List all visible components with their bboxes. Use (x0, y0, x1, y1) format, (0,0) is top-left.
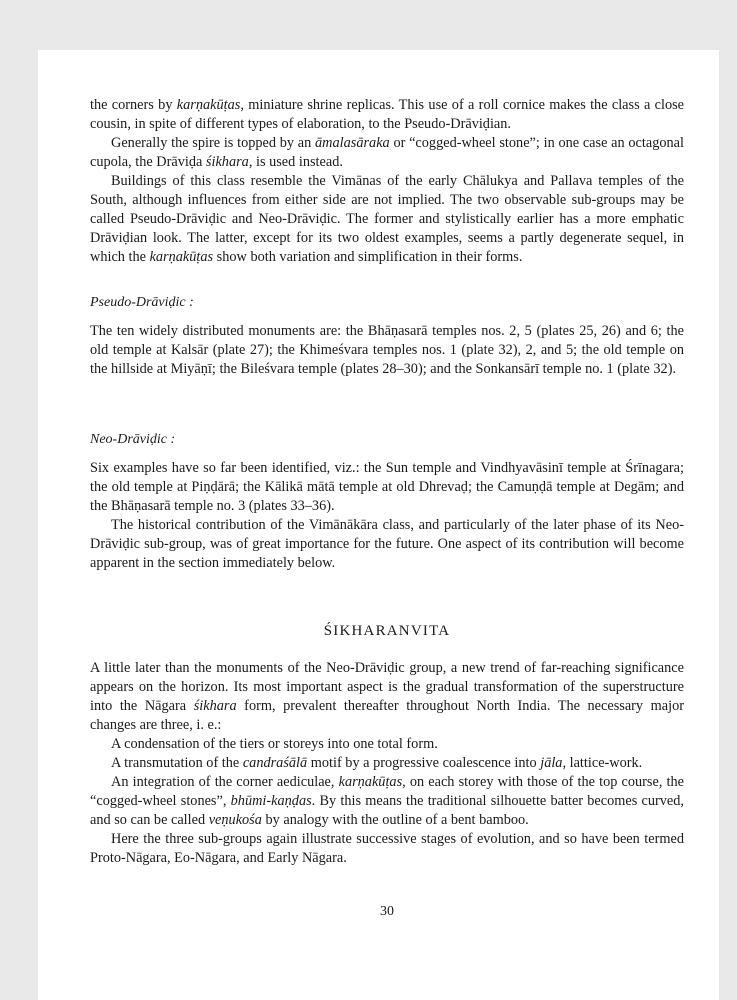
intro-paragraph-1: the corners by karṇakūṭas, miniature shrine replicas. This use of a roll cornice makes the class a close cousin, in spite of different types of elaboration, to the Pseudo-Drāviḍian. (90, 97, 685, 132)
change-item-1: A condensation of the tiers or storeys into one total form. (111, 736, 438, 752)
intro-paragraph-2: Generally the spire is topped by an āmalasāraka or “cogged-wheel stone”; in one case an octagonal cupola, the Drāviḍa śikhara, is used instead. (90, 135, 684, 170)
page-number: 30 (380, 904, 394, 919)
pseudo-dravidic-paragraph: The ten widely distributed monuments are: the Bhāṇasarā temples nos. 2, 5 (plates 25, 26) and 6; the old temple at Kalsār (plate 27); the Khimeśvara temples nos. 1 (plate 32), 2, and 5; the old temple on the hillside at Miyāṇī; the Bileśvara temple (plates 28–30); and the Sonkansārī temple no. 1 (plate 32). (90, 323, 684, 377)
book-page (38, 50, 719, 1000)
section-paragraph-last: Here the three sub-groups again illustrate successive stages of evolution, and so have been termed Proto-Nāgara, Eo-Nāgara, and Early Nāgara. (90, 831, 684, 866)
change-item-3: An integration of the corner aediculae, karṇakūṭas, on each storey with those of the top course, the “cogged-wheel stones”, bhūmi-kaṇḍas. By this means the traditional silhouette batter becomes curved, and so can be called veṇukośa by analogy with the outline of a bent bamboo. (90, 774, 684, 828)
section-body (90, 659, 684, 868)
neo-dravidic-paragraph: Six examples have so far been identified, viz.: the Sun temple and Vindhyavāsinī temple at Śrīnagara; the old temple at Piṇḍārā; the Kālikā mātā temple at old Dhrevaḍ; the Camuṇḍā temple at Degām; and the Bhāṇasarā temple no. 3 (plates 33–36). (90, 460, 684, 514)
section-paragraph-1: A little later than the monuments of the Neo-Drāviḍic group, a new trend of far-reaching significance appears on the horizon. Its most important aspect is the gradual transformation of the superstructure into the Nāgara śikhara form, prevalent thereafter throughout North India. The necessary major changes are three, i. e.: (90, 660, 684, 733)
intro-paragraph-3: Buildings of this class resemble the Vimānas of the early Chālukya and Pallava temples of the South, although influences from either side are not implied. The two observable sub-groups may be called Pseudo-Drāviḍic and Neo-Drāviḍic. The former and stylistically earlier has a more emphatic Drāviḍian look. The latter, except for its two oldest examples, seems a partly degenerate sequel, in which the karṇakūṭas show both variation and simplification in their forms. (90, 173, 684, 265)
neo-dravidic-block (90, 459, 684, 573)
intro-block (90, 96, 684, 267)
section-title: ŚIKHARANVITA (323, 623, 451, 639)
change-item-2: A transmutation of the candraśālā motif by a progressive coalescence into jāla, lattice-work. (111, 755, 643, 771)
historical-contribution-paragraph: The historical contribution of the Vimānākāra class, and particularly of the later phase of its Neo-Drāviḍic sub-group, was of great importance for the future. One aspect of its contribution will become apparent in the section immediately below. (90, 517, 684, 571)
neo-dravidic-heading: Neo-Drāviḍic : (90, 432, 176, 447)
pseudo-dravidic-heading: Pseudo-Drāviḍic : (90, 295, 194, 310)
